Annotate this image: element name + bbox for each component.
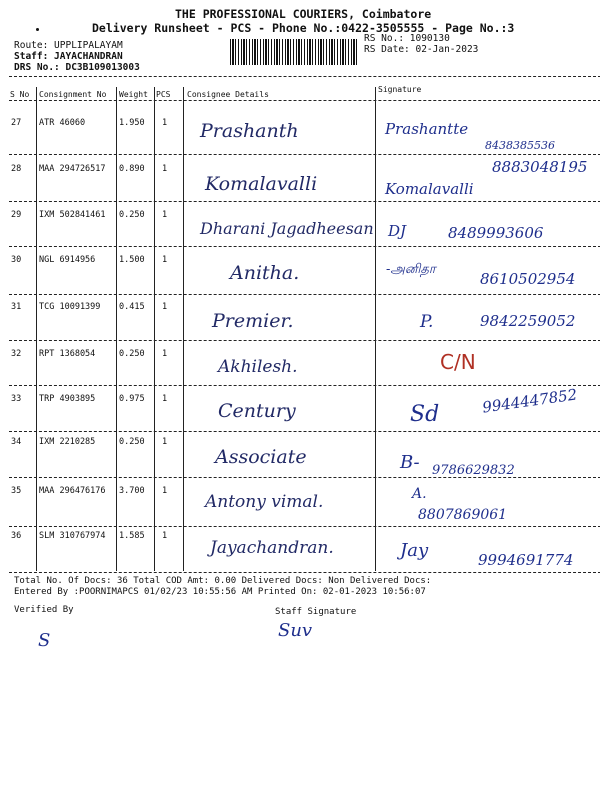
- row-sno: 29: [11, 210, 22, 220]
- staff-label: Staff: JAYACHANDRAN: [14, 51, 123, 62]
- row-weight: 1.500: [119, 255, 145, 265]
- row-consignee-name: Antony vimal.: [205, 492, 324, 512]
- row-signature: P.: [420, 312, 434, 332]
- row-rule: [9, 340, 600, 341]
- row-signature: -அனிதா: [386, 262, 436, 277]
- row-phone: 8883048195: [492, 158, 588, 176]
- barcode: [230, 39, 358, 65]
- row-weight: 0.975: [119, 394, 145, 404]
- row-rule: [9, 294, 600, 295]
- row-phone: 8807869061: [418, 507, 508, 523]
- row-signature: B-: [400, 452, 420, 473]
- entered-by-line: Entered By :POORNIMAPCS 01/02/23 10:55:56 AM Printed On: 02-01-2023 10:56:07: [14, 587, 426, 597]
- row-consignment: TCG 10091399: [39, 302, 101, 312]
- row-consignment: IXM 2210285: [39, 437, 96, 447]
- row-signature: Prashantte: [385, 120, 469, 138]
- row-pcs: 1: [162, 255, 168, 265]
- row-rule: [9, 246, 600, 247]
- row-consignee-name: Dharani Jagadheesan: [200, 219, 374, 238]
- row-consignment: MAA 294726517: [39, 164, 106, 174]
- row-sno: 34: [11, 437, 22, 447]
- row-rule: [9, 526, 600, 527]
- row-phone: 9842259052: [480, 312, 576, 330]
- totals-line: Total No. Of Docs: 36 Total COD Amt: 0.00 Delivered Docs: Non Delivered Docs:: [14, 576, 432, 586]
- col-divider: [183, 87, 184, 571]
- row-signature: Sd: [410, 402, 440, 427]
- row-phone: 8438385536: [485, 139, 555, 152]
- header-dot: [36, 28, 39, 31]
- route-label: Route: UPPLIPALAYAM: [14, 40, 123, 51]
- row-weight: 1.950: [119, 118, 145, 128]
- col-consignment: Consignment No: [39, 90, 107, 99]
- row-pcs: 1: [162, 486, 168, 496]
- staff-signature-label: Staff Signature: [275, 607, 357, 617]
- row-phone: 9786629832: [432, 463, 515, 478]
- row-rule: [9, 572, 600, 573]
- row-consignment: NGL 6914956: [39, 255, 96, 265]
- row-consignee-name: Prashanth: [200, 120, 299, 142]
- row-signature: C/N: [440, 350, 476, 374]
- row-consignment: RPT 1368054: [39, 349, 96, 359]
- drs-number: DRS No.: DC3B109013003: [14, 62, 140, 73]
- row-phone: 9994691774: [478, 551, 574, 569]
- row-sno: 35: [11, 486, 22, 496]
- row-rule: [9, 477, 600, 478]
- row-rule: [9, 431, 600, 432]
- row-consignment: SLM 310767974: [39, 531, 106, 541]
- header-rule: [9, 100, 600, 101]
- row-sno: 33: [11, 394, 22, 404]
- row-weight: 0.890: [119, 164, 145, 174]
- row-pcs: 1: [162, 210, 168, 220]
- row-sno: 31: [11, 302, 22, 312]
- row-consignee-name: Premier.: [212, 310, 294, 332]
- row-rule: [9, 154, 600, 155]
- col-divider: [116, 87, 117, 571]
- row-consignment: IXM 502841461: [39, 210, 106, 220]
- row-signature: Komalavalli: [385, 180, 474, 198]
- row-consignee-name: Jayachandran.: [210, 538, 334, 558]
- row-pcs: 1: [162, 349, 168, 359]
- row-weight: 0.250: [119, 437, 145, 447]
- row-consignee-name: Komalavalli: [205, 173, 318, 195]
- row-pcs: 1: [162, 437, 168, 447]
- row-phone: 8489993606: [448, 224, 544, 242]
- staff-signature: Suv: [278, 620, 313, 641]
- row-weight: 0.250: [119, 210, 145, 220]
- row-phone: 8610502954: [480, 270, 576, 288]
- col-details: Consignee Details: [187, 90, 269, 99]
- row-rule: [9, 201, 600, 202]
- col-divider: [154, 87, 155, 571]
- row-consignee-name: Akhilesh.: [218, 357, 298, 377]
- row-sno: 27: [11, 118, 22, 128]
- row-consignment: ATR 46060: [39, 118, 86, 128]
- verified-signature: S: [38, 630, 51, 651]
- row-signature: Jay: [400, 540, 429, 561]
- row-pcs: 1: [162, 394, 168, 404]
- rs-number: RS No.: 1090130: [364, 33, 450, 44]
- row-consignee-name: Associate: [215, 446, 307, 468]
- col-sno: S No: [10, 90, 30, 99]
- col-pcs: PCS: [156, 90, 171, 99]
- verified-by-label: Verified By: [14, 605, 74, 615]
- row-pcs: 1: [162, 118, 168, 128]
- row-pcs: 1: [162, 531, 168, 541]
- col-divider: [36, 87, 37, 571]
- row-consignment: MAA 296476176: [39, 486, 106, 496]
- rs-date: RS Date: 02-Jan-2023: [364, 44, 479, 55]
- row-consignee-name: Anitha.: [230, 262, 300, 284]
- col-signature: Signature: [378, 85, 422, 94]
- row-consignee-name: Century: [218, 400, 296, 422]
- row-sno: 28: [11, 164, 22, 174]
- col-weight: Weight: [119, 90, 148, 99]
- row-pcs: 1: [162, 302, 168, 312]
- row-signature: A.: [412, 486, 427, 502]
- table-top-rule: [9, 76, 600, 77]
- row-signature: DJ: [388, 222, 407, 240]
- row-sno: 30: [11, 255, 22, 265]
- row-sno: 36: [11, 531, 22, 541]
- row-phone: 9944447852: [481, 385, 579, 417]
- col-divider: [375, 87, 376, 571]
- row-weight: 0.250: [119, 349, 145, 359]
- row-weight: 3.700: [119, 486, 145, 496]
- company-name: THE PROFESSIONAL COURIERS, Coimbatore: [175, 7, 432, 21]
- row-rule: [9, 385, 600, 386]
- row-pcs: 1: [162, 164, 168, 174]
- row-weight: 0.415: [119, 302, 145, 312]
- row-consignment: TRP 4903895: [39, 394, 96, 404]
- row-weight: 1.585: [119, 531, 145, 541]
- row-sno: 32: [11, 349, 22, 359]
- runsheet-title: Delivery Runsheet - PCS - Phone No.:0422-3505555 - Page No.:3: [92, 21, 515, 35]
